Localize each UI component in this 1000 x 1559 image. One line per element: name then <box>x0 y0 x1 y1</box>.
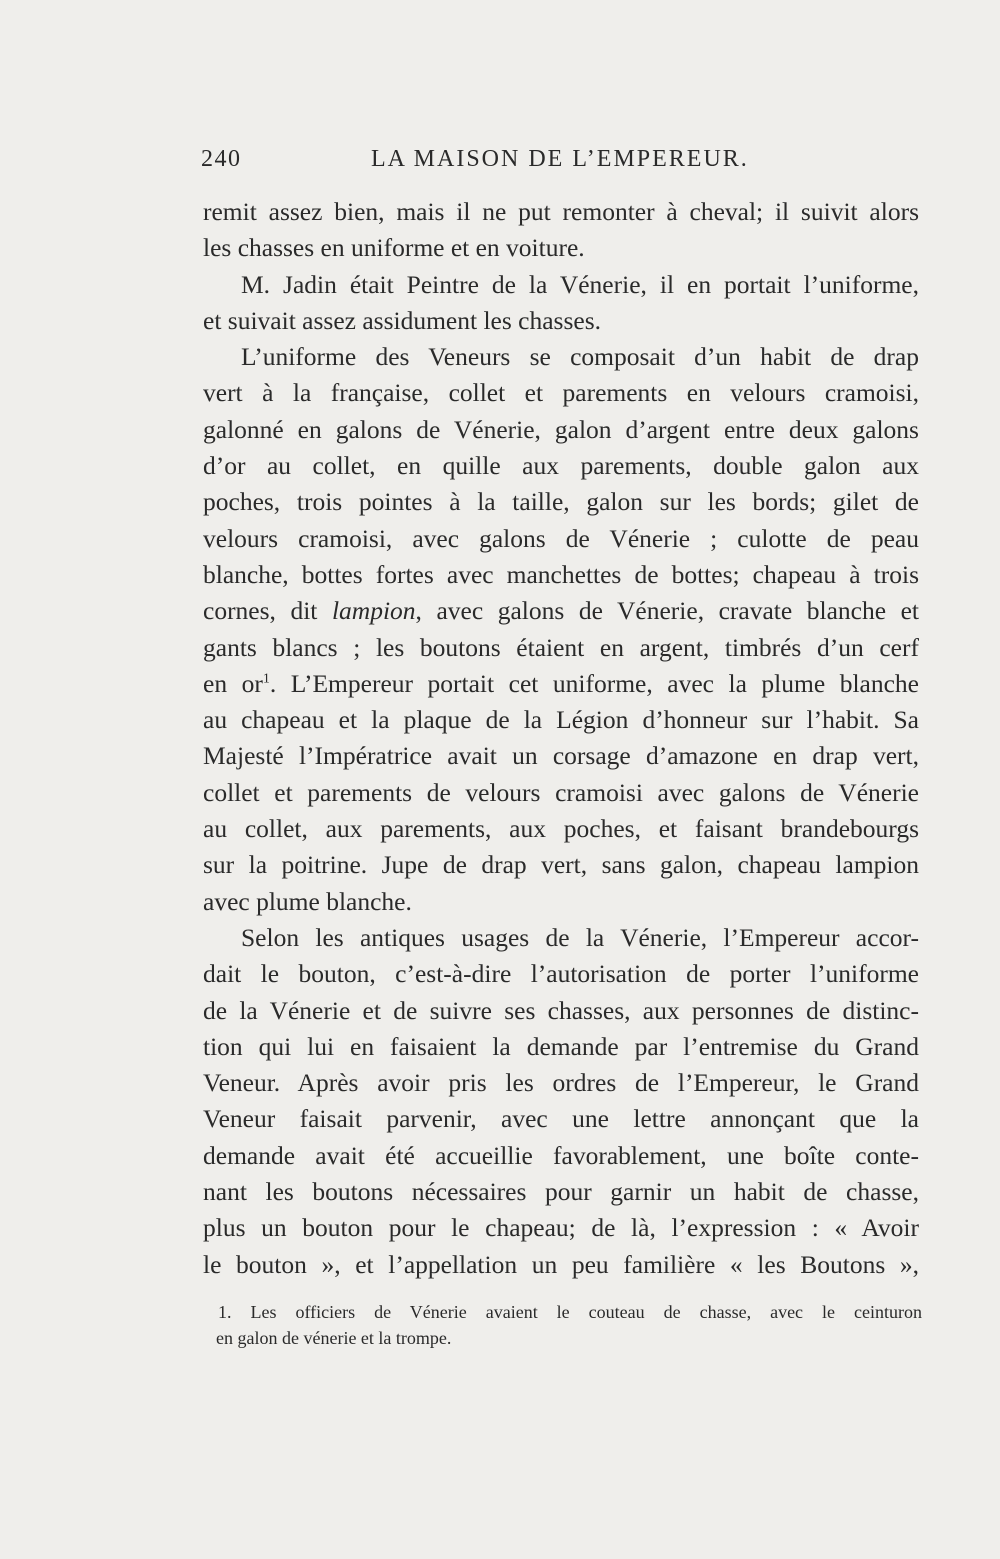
body-text <box>203 194 919 1283</box>
running-title: LA MAISON DE L’EMPEREUR. <box>371 146 749 172</box>
text-fragment: en or <box>203 668 263 698</box>
text-line: Majesté l’Impératrice avait un corsage d’amazone en drap vert, <box>203 741 919 771</box>
text-line: avec plume blanche. <box>203 886 412 916</box>
footnote-marker: 1 <box>262 671 270 687</box>
text-line: de la Vénerie et de suivre ses chasses, aux personnes de distinc- <box>203 995 919 1025</box>
text-line: demande avait été accueillie favorablement, une boîte conte- <box>203 1140 919 1170</box>
text-line: galonné en galons de Vénerie, galon d’argent entre deux galons <box>203 414 919 444</box>
text-line: poches, trois pointes à la taille, galon sur les bords; gilet de <box>203 487 919 517</box>
text-fragment: . L’Empereur portait cet uniforme, avec la plume blanche <box>269 668 919 698</box>
text-line: L’uniforme des Veneurs se composait d’un habit de drap <box>241 342 919 372</box>
text-fragment: , avec galons de Vénerie, cravate blanche et <box>415 596 919 626</box>
text-line: au collet, aux parements, aux poches, et faisant brandebourgs <box>203 814 919 844</box>
text-line: sur la poitrine. Jupe de drap vert, sans galon, chapeau lampion <box>203 850 919 880</box>
text-line: M. Jadin était Peintre de la Vénerie, il en portait l’uniforme, <box>241 269 919 299</box>
text-line: Selon les antiques usages de la Vénerie, l’Empereur accor- <box>241 922 919 952</box>
italic-term: lampion <box>331 596 416 626</box>
text-line: au chapeau et la plaque de la Légion d’honneur sur l’habit. Sa <box>203 705 919 735</box>
text-line: blanche, bottes fortes avec manchettes de bottes; chapeau à trois <box>203 559 919 589</box>
text-line: tion qui lui en faisaient la demande par l’entremise du Grand <box>203 1031 919 1061</box>
text-line: dait le bouton, c’est-à-dire l’autorisation de porter l’uniforme <box>203 959 919 989</box>
text-line: d’or au collet, en quille aux parements, double galon aux <box>203 451 919 481</box>
text-line: nant les boutons nécessaires pour garnir un habit de chasse, <box>203 1177 919 1207</box>
text-line: le bouton », et l’appellation un peu familière « les Boutons », <box>203 1249 919 1279</box>
text-line: les chasses en uniforme et en voiture. <box>203 233 585 263</box>
running-head <box>201 146 919 186</box>
text-line <box>203 666 919 702</box>
text-line: Veneur faisait parvenir, avec une lettre annonçant que la <box>203 1104 919 1134</box>
text-line: velours cramoisi, avec galons de Vénerie ; culotte de peau <box>203 523 919 553</box>
text-line: gants blancs ; les boutons étaient en argent, timbrés d’un cerf <box>203 632 919 662</box>
text-fragment: cornes, dit <box>203 596 332 626</box>
text-line: plus un bouton pour le chapeau; de là, l’expression : « Avoir <box>203 1213 919 1243</box>
footnote <box>218 1299 922 1351</box>
text-line: Veneur. Après avoir pris les ordres de l’Empereur, le Grand <box>203 1068 919 1098</box>
text-line <box>203 593 919 629</box>
text-line: collet et parements de velours cramoisi avec galons de Vénerie <box>203 777 919 807</box>
footnote-line: en galon de vénerie et la trompe. <box>216 1328 452 1348</box>
footnote-line: 1. Les officiers de Vénerie avaient le couteau de chasse, avec le ceinturon <box>218 1302 922 1322</box>
text-line: remit assez bien, mais il ne put remonter à cheval; il suivit alors <box>203 197 919 226</box>
text-line: vert à la française, collet et parements en velours cramoisi, <box>203 378 919 408</box>
page-number: 240 <box>201 146 242 172</box>
text-line: et suivait assez assidument les chasses. <box>203 305 601 335</box>
